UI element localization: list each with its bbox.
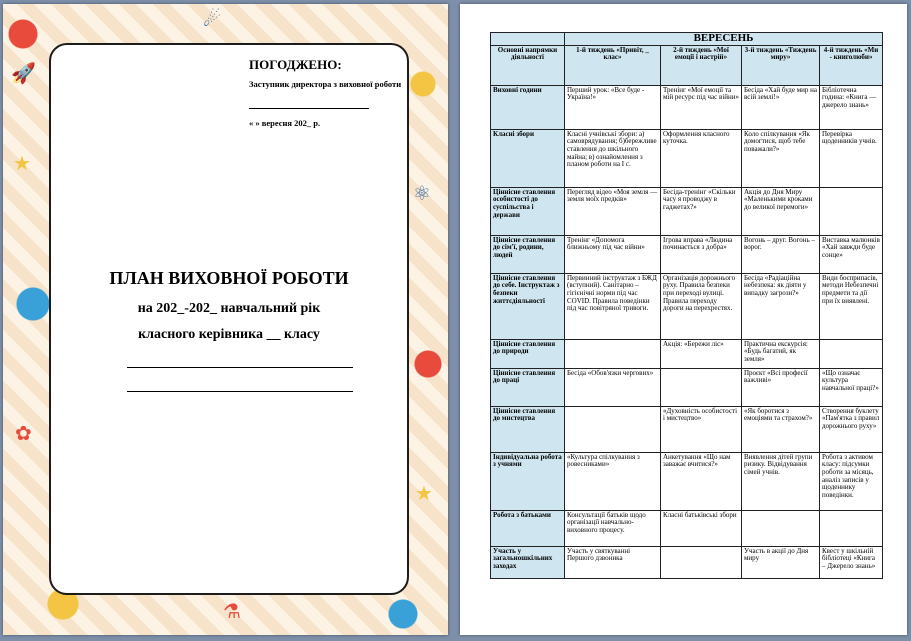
table-cell: Перегляд відео «Моя земля — земля моїх предків» [565, 187, 661, 235]
table-cell [820, 339, 883, 368]
table-row [491, 339, 883, 368]
direction-cell: Ціннісне ставлення особистості до суспільства і держави [491, 187, 565, 235]
direction-cell: Робота з батьками [491, 510, 565, 546]
table-cell: Види боєприпасів, методи Небезпечні предмети та дії при їх виявлені. [820, 273, 883, 339]
rocket-icon: 🚀 [11, 63, 36, 85]
table-cell: Первинний інструктаж з БЖД (вступний). Санітарно – гігієнічні норми під час COVID. Правила поведінки під час повітряної тривоги. [565, 273, 661, 339]
cover-card [49, 43, 409, 595]
table-cell: Тренінг «Мої емоції та мій ресурс під час війни» [661, 85, 742, 129]
flask-icon: ⚗ [223, 601, 241, 623]
table-cell: Робота з активом класу: підсумки роботи за місяць, аналіз записів у щоденнику поведінки. [820, 452, 883, 510]
table-cell: «Як боротися з емоціями та страхом?» [742, 406, 820, 452]
table-row [491, 187, 883, 235]
table-row [491, 452, 883, 510]
table-cell: Бесіда «Обов'язки чергових» [565, 368, 661, 406]
plan-year: на 202_-202_ навчальний рік [137, 301, 321, 316]
table-cell: Перевірка щоденників учнів. [820, 129, 883, 187]
header-cell: 4-й тиждень «Ми - книголюби» [820, 45, 883, 85]
table-cell: Акція: «Бережи ліс» [661, 339, 742, 368]
direction-cell: Класні збори [491, 129, 565, 187]
table-cell: Анкетування «Що нам заважає вчитися?» [661, 452, 742, 510]
table-cell: Участь у святкуванні Першого дзвоника [565, 546, 661, 578]
agreed-position: Заступник директора з виховної роботи [249, 79, 402, 89]
table-cell: Практична екскурсія: «Будь багатий, як земля» [742, 339, 820, 368]
table-cell: Бібліотечна година: «Книга — джерело знань» [820, 85, 883, 129]
blank-line [127, 367, 353, 368]
table-row [491, 129, 883, 187]
table-cell [820, 510, 883, 546]
table-cell: Виставка малюнків «Хай завжди буде сонце» [820, 235, 883, 273]
table-cell [565, 339, 661, 368]
table-cell: Участь в акції до Дня миру [742, 546, 820, 578]
table-cell [661, 368, 742, 406]
table-row [491, 368, 883, 406]
table-cell: Бесіда-тренінг «Скільки часу я проводжу в гаджетах?» [661, 187, 742, 235]
table-cell: Тренінг «Допомога ближньому під час війни» [565, 235, 661, 273]
direction-cell: Ціннісне ставлення до природи [491, 339, 565, 368]
cover-page [3, 4, 448, 635]
table-cell: Квест у шкільній бібліотеці «Книга – Джерело знань» [820, 546, 883, 578]
table-cell: Створення буклету «Пам'ятка з правил дорожнього руху» [820, 406, 883, 452]
table-row [491, 273, 883, 339]
table-cell: Бесіда «Хай буде мир на всій землі!» [742, 85, 820, 129]
table-row [491, 235, 883, 273]
table-cell: Коло спілкування «Як домогтися, щоб тебе поважали?» [742, 129, 820, 187]
table-cell: Вогонь – друг. Вогонь – ворог. [742, 235, 820, 273]
direction-cell: Індивідуальна робота з учнями [491, 452, 565, 510]
table-row [491, 510, 883, 546]
table-cell [661, 546, 742, 578]
direction-cell: Ціннісне ставлення до праці [491, 368, 565, 406]
star-icon: ★ [13, 153, 31, 175]
table-cell: «Що означає культура навчальної праці?» [820, 368, 883, 406]
atom-icon: ⚛ [413, 183, 431, 205]
table-cell [820, 187, 883, 235]
agreed-date: « » вересня 202_ р. [249, 118, 321, 128]
table-cell: Класні учнівські збори: а) самоврядування; б)бережливе ставлення до шкільного майна; в) ознайомлення з планом роботи на І с. [565, 129, 661, 187]
heart-icon: ✿ [15, 423, 32, 445]
signature-line [249, 108, 369, 109]
blank-line [127, 391, 353, 392]
month-header: ВЕРЕСЕНЬ [565, 33, 883, 46]
plan-table [490, 32, 883, 579]
table-cell: Перший урок: «Все буде - Україна!» [565, 85, 661, 129]
table-cell: Консультації батьків щодо організації навчально-виховного процесу. [565, 510, 661, 546]
direction-cell: Виховні години [491, 85, 565, 129]
table-cell: «Культура спілкування з ровесниками» [565, 452, 661, 510]
table-cell: Проєкт «Всі професії важливі» [742, 368, 820, 406]
table-cell: Бесіда «Радіаційна небезпека: як діяти у випадку загрози?» [742, 273, 820, 339]
header-cell: Основні напрямки діяльності [491, 45, 565, 85]
direction-cell: Ціннісне ставлення до себе. Інструктаж з безпеки життєдіяльності [491, 273, 565, 339]
direction-cell: Ціннісне ставлення до сім'ї, родини, людей [491, 235, 565, 273]
table-row [491, 85, 883, 129]
agreed-title: ПОГОДЖЕНО: [249, 57, 342, 72]
header-cell: 3-й тиждень «Тиждень миру» [742, 45, 820, 85]
table-cell [565, 406, 661, 452]
table-cell: Ігрова вправа «Людина починається з добра» [661, 235, 742, 273]
header-cell: 2-й тиждень «Мої емоції і настрій» [661, 45, 742, 85]
star-icon: ★ [415, 483, 433, 505]
plan-page [460, 4, 907, 635]
table-cell: Виявлення дітей групи ризику. Відвідування сімей учнів. [742, 452, 820, 510]
direction-cell: Участь у загальношкільних заходах [491, 546, 565, 578]
table-cell [742, 510, 820, 546]
table-cell: Акція до Дня Миру «Маленькими кроками до великої перемоги» [742, 187, 820, 235]
table-cell: «Духовність особистості і мистецтво» [661, 406, 742, 452]
plan-title: ПЛАН ВИХОВНОЇ РОБОТИ [109, 268, 349, 288]
planet-icon: ☄ [203, 9, 221, 31]
table-cell: Організація дорожнього руху. Правила безпеки при переході вулиці. Правила переходу дороги на перехрестях. [661, 273, 742, 339]
table-row [491, 406, 883, 452]
plan-teacher: класного керівника __ класу [138, 327, 320, 342]
table-cell: Оформлення класного куточка. [661, 129, 742, 187]
header-cell: 1-й тиждень «Привіт, _ клас» [565, 45, 661, 85]
table-cell: Класні батьківські збори [661, 510, 742, 546]
table-row [491, 546, 883, 578]
direction-cell: Ціннісне ставлення до мистецтва [491, 406, 565, 452]
